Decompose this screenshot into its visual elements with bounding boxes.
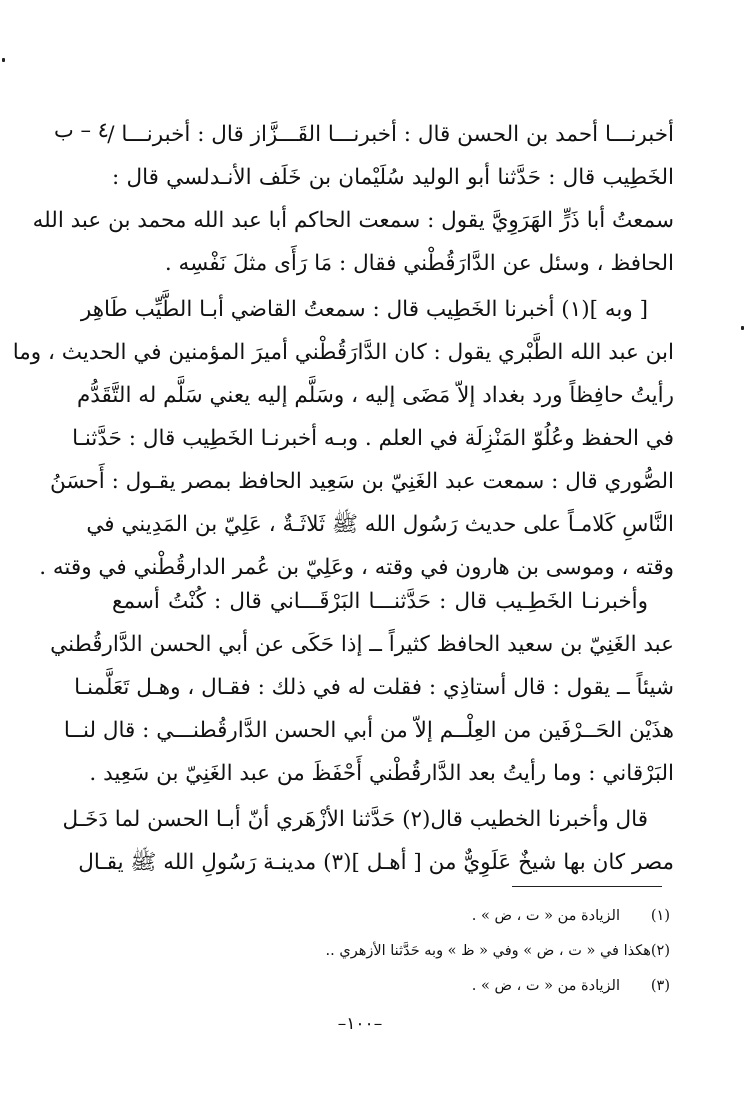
footnote [325,934,670,969]
footnote [330,899,670,934]
text-line: الحافظ ، وسئل عن الدَّارَقُطْني فقال : مَا رَأَى مثلَ نَفْسِه . [164,251,674,276]
footnote-text: الزيادة من « ت ، ض » . [471,978,620,994]
paragraph-3 [50,580,674,795]
text-line: هذَيْن الحَــرْفَين من العِلْــم إلاّ من أبي الحسن الدَّارقُطنـــي : قال لنــا [63,718,674,743]
scan-speck [2,58,5,62]
text-line: الصُّوري قال : سمعت عبد الغَنِيّ بن سَعِيد الحافظ بمصر يقـول : أَحسَنُ [49,469,674,494]
footnote-number: (٣) [650,978,670,994]
text-line: أخبرنـــا أحمد بن الحسن قال : أخبرنـــا القَـــزَّاز قال : أخبرنـــا / [107,122,674,147]
text-line: [ وبه ](١) أخبرنا الخَطِيب قال : سمعتُ القاضي أبـا الطَّيِّب طَاهِر [80,297,648,322]
text-line: النَّاسِ كَلامـاً على حديث رَسُول الله ﷺ ثَلاثَـةٌ ، عَلِيّ بن المَدِيني في [86,512,674,537]
folio-marker: ٤ – ب [54,118,109,142]
text-line: ابن عبد الله الطَّبْري يقول : كان الدَّارَقُطْني أميرَ المؤمنين في الحديث ، وما [12,340,674,365]
paragraph-4 [62,798,674,884]
text-line: الخَطِيب قال : حَدَّثنا أبو الوليد سُلَيْمان بن خَلَف الأنـدلسي قال : [112,165,674,190]
text-line: سمعتُ أبا ذَرٍّ الهَرَوِيَّ يقول : سمعت الحاكم أبا عبد الله محمد بن عبد الله [32,208,674,233]
scan-speck [741,326,744,330]
footnote [330,969,670,1004]
paragraph-2 [12,288,674,589]
text-line: مصر كان بها شيخٌ عَلَوِيٌّ من [ أهـل ](٣) مدينـة رَسُولِ الله ﷺ يقـال [78,850,674,875]
footnote-number: (١) [650,908,670,924]
footnote-text: هكذا في « ت ، ض » وفي « ظ » وبه حَدَّثنا الأزهري .. [325,943,651,959]
footnote-separator [512,886,662,887]
text-line: البَرْقاني : وما رأيتُ بعد الدَّارقُطْني أَحْفَظَ من عبد الغَنِيّ بن سَعِيد . [89,761,674,786]
page-number: –١٠٠– [337,1014,383,1034]
text-line: وقته ، وموسى بن هارون في وقته ، وعَلِيّ بن عُمر الدارقُطْني في وقته . [39,555,674,580]
footnote-text: الزيادة من « ت ، ض » . [471,908,620,924]
footnote-number: (٢) [650,943,670,959]
footnotes [325,899,670,1004]
text-line: في الحفظ وعُلُوّ المَنْزِلَة في العلم . وبـه أخبرنـا الخَطِيب قال : حَدَّثنـا [72,426,674,451]
text-line: شيئاً ــ يقول : قال أستاذِي : فقلت له في ذلك : فقـال ، وهـل تَعَلَّمنـا [74,675,674,700]
text-line: رأيتُ حافِظاً ورد بغداد إلاّ مَضَى إليه ، وسَلَّم إليه يعني سَلَّم له التَّقَدُّم [76,383,674,408]
text-line: قال وأخبرنا الخطيب قال(٢) حَدَّثنا الأزْهَري أنّ أبـا الحسن لما دَخَـل [62,807,648,832]
text-line: عبد الغَنِيّ بن سعيد الحافظ كثيراً ــ إذا حَكَى عن أبي الحسن الدَّارقُطني [50,632,674,657]
text-line: وأخبرنـا الخَطِـيب قال : حَدَّثنـــا البَرْقَـــاني قال : كُنْتُ أسمع [112,589,648,614]
